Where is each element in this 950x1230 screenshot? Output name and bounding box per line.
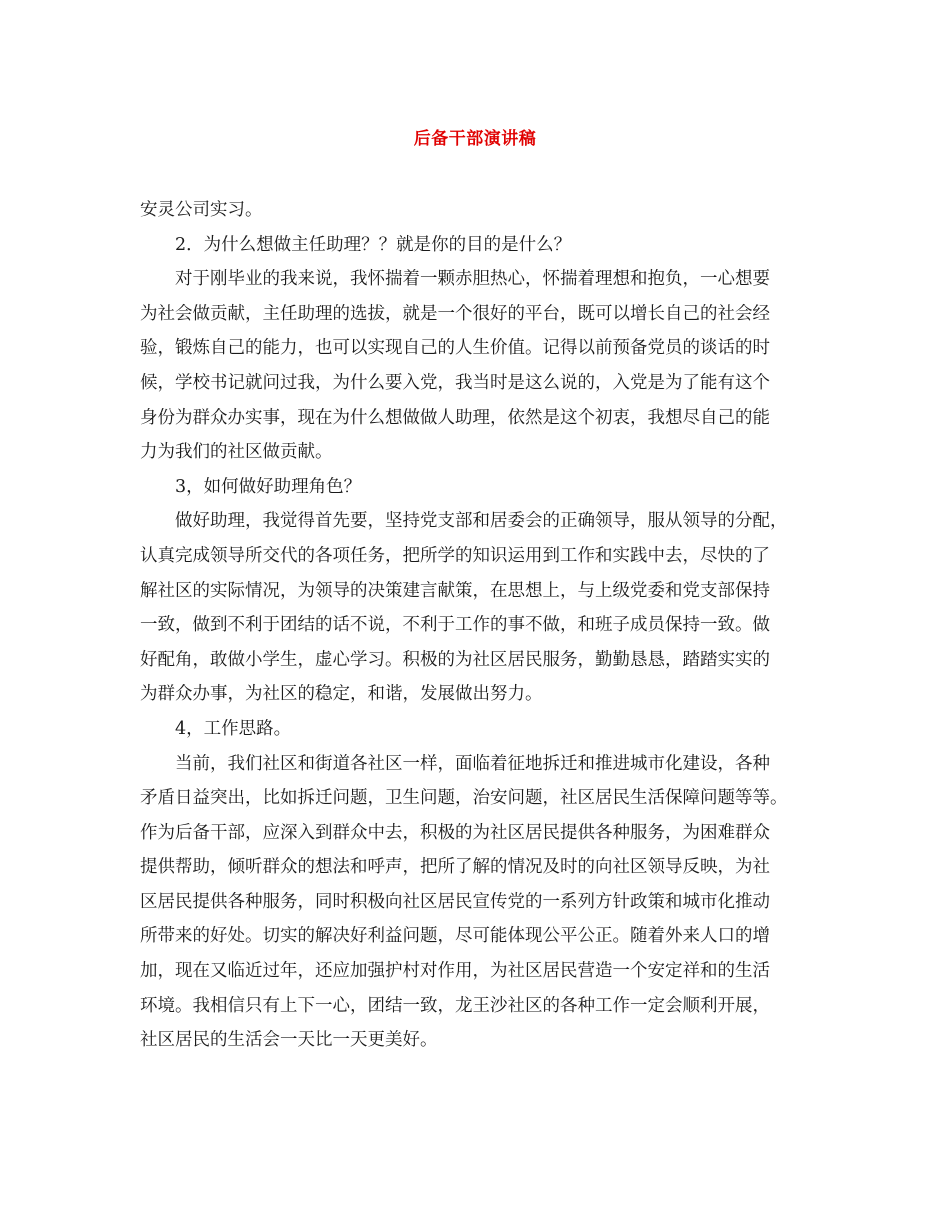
document-body [140,193,820,1058]
text-line: 为社会做贡献，主任助理的选拔，就是一个很好的平台，既可以增长自己的社会经 [140,303,770,324]
text-line: 力为我们的社区做贡献。 [140,442,333,463]
text-line: 对于刚毕业的我来说，我怀揣着一颗赤胆热心，怀揣着理想和抱负，一心想要 [175,269,770,290]
text-line: 认真完成领导所交代的各项任务，把所学的知识运用到工作和实践中去，尽快的了 [140,545,770,566]
text-line: 身份为群众办实事，现在为什么想做做人助理，依然是这个初衷，我想尽自己的能 [140,407,770,428]
text-line: 好配角，敢做小学生，虚心学习。积极的为社区居民服务，勤勤恳恳，踏踏实实的 [140,649,770,670]
text-line: 为群众办事，为社区的稳定，和谐，发展做出努力。 [140,684,543,705]
text-line: 4，工作思路。 [175,718,292,739]
text-line: 安灵公司实习。 [140,200,263,220]
page-title: 后备干部演讲稿 [413,129,537,149]
text-line: 3，如何做好助理角色？ [175,476,362,497]
text-line: 作为后备干部，应深入到群众中去，积极的为社区居民提供各种服务，为困难群众 [140,822,770,843]
text-line: 所带来的好处。切实的解决好利益问题，尽可能体现公平公正。随着外来人口的增 [140,926,770,947]
text-line: 环境。我相信只有上下一心，团结一致，龙王沙社区的各种工作一定会顺利开展， [140,995,770,1016]
text-line: 区居民提供各种服务，同时积极向社区居民宣传党的一系列方针政策和城市化推动 [140,891,770,912]
text-line: 解社区的实际情况，为领导的决策建言献策，在思想上，与上级党委和党支部保持 [140,580,770,601]
text-line: 一致，做到不利于团结的话不说，不利于工作的事不做，和班子成员保持一致。做 [140,615,770,636]
text-line: 做好助理，我觉得首先要，坚持党支部和居委会的正确领导，服从领导的分配， [175,511,788,532]
text-line: 提供帮助，倾听群众的想法和呼声，把所了解的情况及时的向社区领导反映，为社 [140,857,770,878]
text-line: 加，现在又临近过年，还应加强护村对作用，为社区居民营造一个安定祥和的生活 [140,961,770,982]
text-line: 候，学校书记就问过我，为什么要入党，我当时是这么说的，入党是为了能有这个 [140,372,770,393]
text-line: 当前，我们社区和街道各社区一样，面临着征地拆迁和推进城市化建设，各种 [175,753,770,774]
text-line: 矛盾日益突出，比如拆迁问题，卫生问题，治安问题，社区居民生活保障问题等等。 [140,788,788,809]
text-line: 2．为什么想做主任助理？？就是你的目的是什么？ [175,234,572,255]
text-line: 社区居民的生活会一天比一天更美好。 [140,1030,438,1051]
text-line: 验，锻炼自己的能力，也可以实现自己的人生价值。记得以前预备党员的谈话的时 [140,338,770,359]
